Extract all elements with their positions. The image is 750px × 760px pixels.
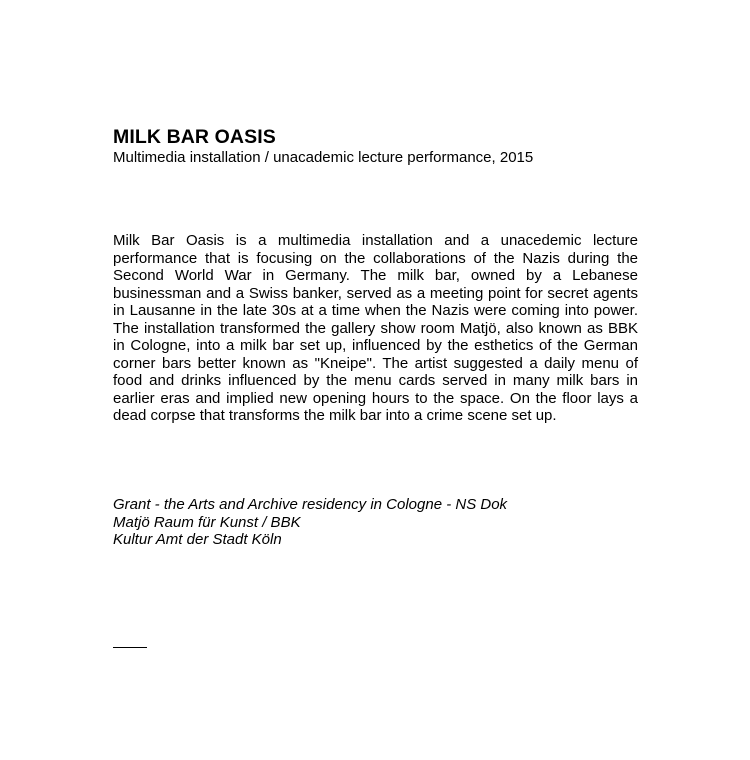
credit-item: Grant - the Arts and Archive residency in Cologne - NS Dok — [113, 496, 508, 513]
credits-list — [113, 496, 507, 549]
page-title: MILK BAR OASIS — [113, 126, 276, 148]
page-subtitle: Multimedia installation / unacademic lecture performance, 2015 — [113, 149, 534, 166]
document-page — [113, 0, 638, 760]
divider-line — [113, 647, 147, 648]
credit-item: Kultur Amt der Stadt Köln — [113, 531, 282, 548]
project-description: Milk Bar Oasis is a multimedia installation and a unacedemic lecture performance that is focusing on the collaborations of the Nazis during the Second World War in Germany. The milk bar, owned by a Lebanese businessman and a Swiss banker, served as a meeting point for secret agents in Lausanne in the late 30s at a time when the Nazis were coming into power. The installation transformed the gallery show room Matjö, also known as BBK in Cologne, into a milk bar set up, influenced by the esthetics of the German corner bars better known as "Kneipe". The artist suggested a daily menu of food and drinks influenced by the menu cards served in many milk bars in earlier eras and implied new opening hours to the space. On the floor lays a dead corpse that transforms the milk bar into a crime scene set up. — [113, 232, 638, 424]
credit-item: Matjö Raum für Kunst / BBK — [113, 513, 301, 531]
